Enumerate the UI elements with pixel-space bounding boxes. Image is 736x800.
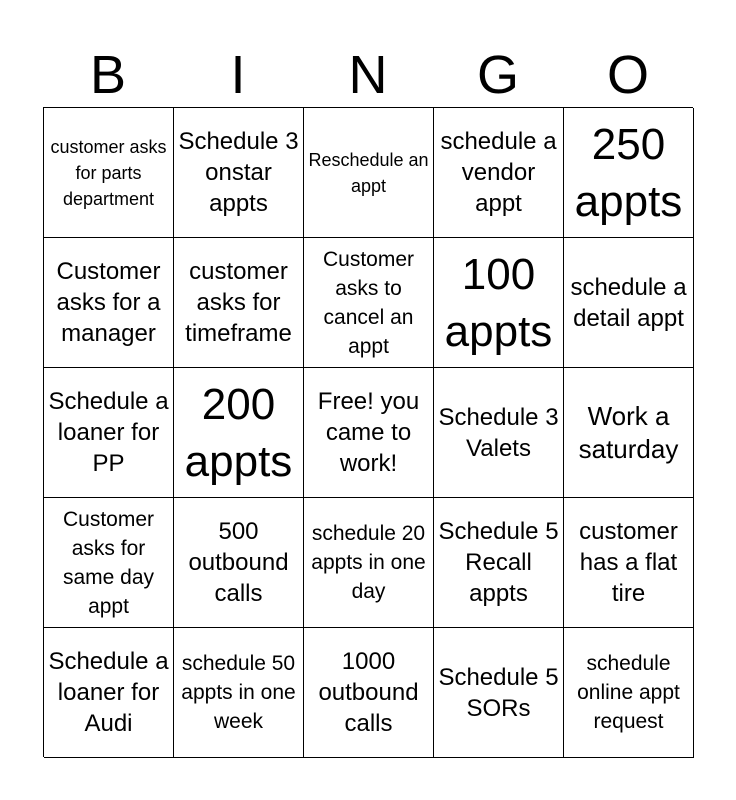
header-letter-n: N (348, 45, 388, 105)
cell-text: Customer asks for same day appt (62, 507, 155, 618)
cell-text: customer asks for timeframe (185, 258, 292, 347)
cell-text: Schedule 5 SORs (438, 663, 559, 722)
bingo-cell[interactable] (564, 368, 694, 498)
bingo-cell[interactable] (434, 498, 564, 628)
header-letter-b: B (89, 45, 127, 105)
bingo-cell[interactable] (564, 498, 694, 628)
bingo-cell[interactable] (564, 108, 694, 238)
header-letter-o: O (606, 45, 649, 105)
bingo-cell[interactable] (44, 368, 174, 498)
cell-text: Schedule a loaner for PP (48, 388, 169, 477)
header-letter-i: I (230, 45, 246, 105)
bingo-board (43, 107, 693, 757)
cell-text: 200 appts (184, 379, 293, 486)
bingo-cell[interactable] (304, 628, 434, 758)
bingo-cell[interactable] (174, 628, 304, 758)
bingo-header (43, 42, 693, 108)
bingo-cell[interactable] (174, 108, 304, 238)
cell-text: Schedule 5 Recall appts (438, 518, 559, 607)
bingo-cell[interactable] (44, 628, 174, 758)
bingo-cell[interactable] (44, 498, 174, 628)
cell-text: schedule 50 appts in one week (181, 652, 296, 733)
cell-text: customer has a flat tire (579, 518, 678, 607)
cell-text: Customer asks for a manager (56, 258, 161, 347)
bingo-cell[interactable] (44, 238, 174, 368)
cell-text: Schedule a loaner for Audi (48, 648, 169, 737)
cell-text: Free! you came to work! (317, 388, 420, 477)
cell-text: schedule online appt request (577, 652, 680, 733)
header-letter-g: G (476, 45, 519, 105)
bingo-cell[interactable] (434, 628, 564, 758)
cell-text: Schedule 3 onstar appts (178, 128, 299, 217)
bingo-cell[interactable] (174, 368, 304, 498)
cell-text: Work a saturday (578, 400, 679, 464)
bingo-cell[interactable] (44, 108, 174, 238)
cell-text: 250 appts (574, 119, 683, 226)
bingo-cell[interactable] (174, 498, 304, 628)
bingo-cell[interactable] (564, 628, 694, 758)
free-space-cell[interactable] (304, 368, 434, 498)
cell-text: Reschedule an appt (308, 149, 429, 196)
cell-text: schedule 20 appts in one day (311, 522, 426, 603)
cell-text: 1000 outbound calls (318, 648, 419, 737)
bingo-cell[interactable] (304, 498, 434, 628)
cell-text: 100 appts (444, 249, 553, 356)
bingo-cell[interactable] (174, 238, 304, 368)
cell-text: Schedule 3 Valets (438, 403, 559, 462)
bingo-cell[interactable] (434, 238, 564, 368)
bingo-cell[interactable] (564, 238, 694, 368)
cell-text: Customer asks to cancel an appt (322, 247, 415, 358)
bingo-cell[interactable] (434, 108, 564, 238)
cell-text: 500 outbound calls (188, 518, 289, 607)
cell-text: schedule a vendor appt (440, 128, 557, 217)
bingo-cell[interactable] (304, 108, 434, 238)
bingo-cell[interactable] (434, 368, 564, 498)
bingo-cell[interactable] (304, 238, 434, 368)
cell-text: schedule a detail appt (570, 273, 687, 332)
cell-text: customer asks for parts department (50, 136, 167, 209)
